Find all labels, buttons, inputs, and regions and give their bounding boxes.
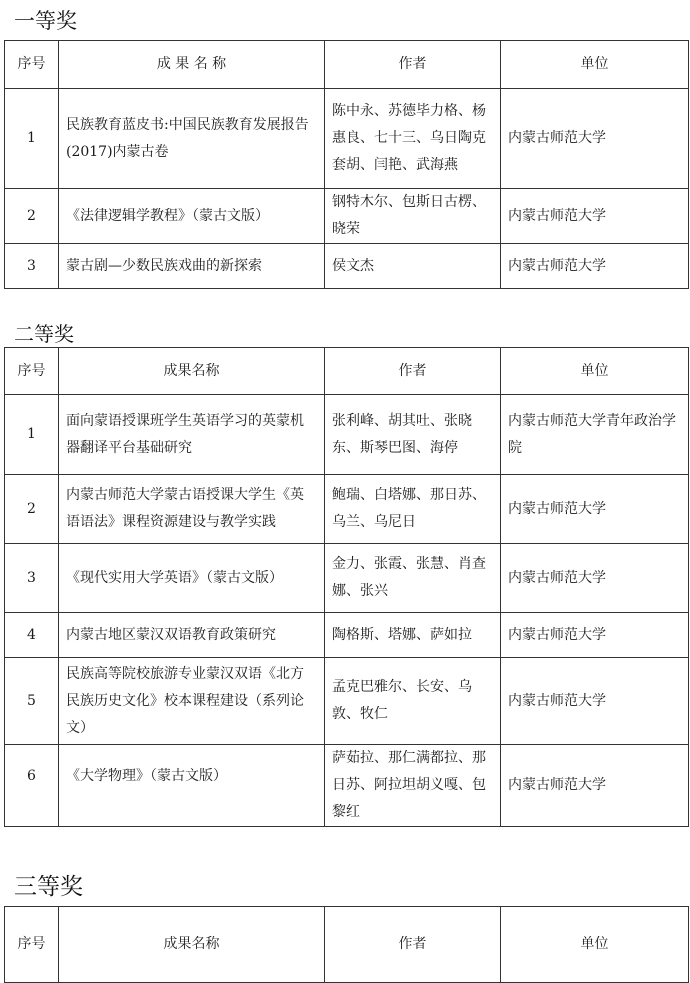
row-title: 民族高等院校旅游专业蒙汉双语《北方民族历史文化》校本课程建设（系列论文）	[59, 658, 325, 745]
header-title: 成果名称	[59, 907, 325, 983]
row-unit: 内蒙古师范大学	[501, 544, 689, 613]
header-unit: 单位	[501, 41, 689, 89]
header-index: 序号	[5, 348, 59, 395]
table-row	[5, 89, 689, 189]
row-unit: 内蒙古师范大学	[501, 475, 689, 544]
table-row	[5, 544, 689, 613]
row-authors: 孟克巴雅尔、长安、乌敦、牧仁	[325, 658, 501, 745]
row-index: 6	[5, 745, 59, 827]
row-title: 《法律逻辑学教程》（蒙古文版）	[59, 189, 325, 244]
section-title-first-prize: 一等奖	[14, 9, 77, 33]
row-authors: 张利峰、胡其吐、张晓东、斯琴巴图、海停	[325, 395, 501, 475]
section-title-third-prize: 三等奖	[14, 874, 83, 900]
row-authors: 萨茹拉、那仁满都拉、那日苏、阿拉坦胡义嘎、包黎红	[325, 745, 501, 827]
row-index: 2	[5, 475, 59, 544]
row-index: 1	[5, 395, 59, 475]
header-unit: 单位	[501, 348, 689, 395]
row-authors: 金力、张霞、张慧、肖查娜、张兴	[325, 544, 501, 613]
second-prize-table	[4, 347, 689, 827]
header-title: 成果名称	[59, 348, 325, 395]
row-index: 1	[5, 89, 59, 189]
row-unit: 内蒙古师范大学	[501, 745, 689, 827]
table-header-row	[5, 907, 689, 983]
row-index: 3	[5, 544, 59, 613]
row-index: 3	[5, 244, 59, 289]
table-row	[5, 475, 689, 544]
row-unit: 内蒙古师范大学青年政治学院	[501, 395, 689, 475]
row-title: 民族教育蓝皮书:中国民族教育发展报告(2017)内蒙古卷	[59, 89, 325, 189]
row-unit: 内蒙古师范大学	[501, 89, 689, 189]
header-index: 序号	[5, 41, 59, 89]
row-authors: 陈中永、苏德毕力格、杨惠良、七十三、乌日陶克套胡、闫艳、武海燕	[325, 89, 501, 189]
row-authors: 陶格斯、塔娜、萨如拉	[325, 613, 501, 658]
table-row	[5, 658, 689, 745]
section-title-second-prize: 二等奖	[14, 322, 74, 346]
header-authors: 作者	[325, 907, 501, 983]
third-prize-table	[4, 906, 689, 983]
row-authors: 侯文杰	[325, 244, 501, 289]
table-row	[5, 613, 689, 658]
row-title: 蒙古剧—少数民族戏曲的新探索	[59, 244, 325, 289]
row-unit: 内蒙古师范大学	[501, 658, 689, 745]
header-authors: 作者	[325, 41, 501, 89]
table-header-row	[5, 348, 689, 395]
header-title: 成 果 名 称	[59, 41, 325, 89]
table-row	[5, 189, 689, 244]
row-unit: 内蒙古师范大学	[501, 613, 689, 658]
header-index: 序号	[5, 907, 59, 983]
row-title: 面向蒙语授课班学生英语学习的英蒙机器翻译平台基础研究	[59, 395, 325, 475]
table-row	[5, 745, 689, 827]
header-unit: 单位	[501, 907, 689, 983]
row-index: 2	[5, 189, 59, 244]
row-title: 《大学物理》（蒙古文版）	[59, 745, 325, 827]
row-index: 5	[5, 658, 59, 745]
table-header-row	[5, 41, 689, 89]
row-title: 内蒙古地区蒙汉双语教育政策研究	[59, 613, 325, 658]
row-unit: 内蒙古师范大学	[501, 244, 689, 289]
table-row	[5, 244, 689, 289]
header-authors: 作者	[325, 348, 501, 395]
row-title: 内蒙古师范大学蒙古语授课大学生《英语语法》课程资源建设与教学实践	[59, 475, 325, 544]
row-unit: 内蒙古师范大学	[501, 189, 689, 244]
row-index: 4	[5, 613, 59, 658]
first-prize-table	[4, 40, 689, 289]
row-title: 《现代实用大学英语》（蒙古文版）	[59, 544, 325, 613]
row-authors: 鲍瑞、白塔娜、那日苏、乌兰、乌尼日	[325, 475, 501, 544]
table-row	[5, 395, 689, 475]
row-authors: 钢特木尔、包斯日古楞、晓荣	[325, 189, 501, 244]
